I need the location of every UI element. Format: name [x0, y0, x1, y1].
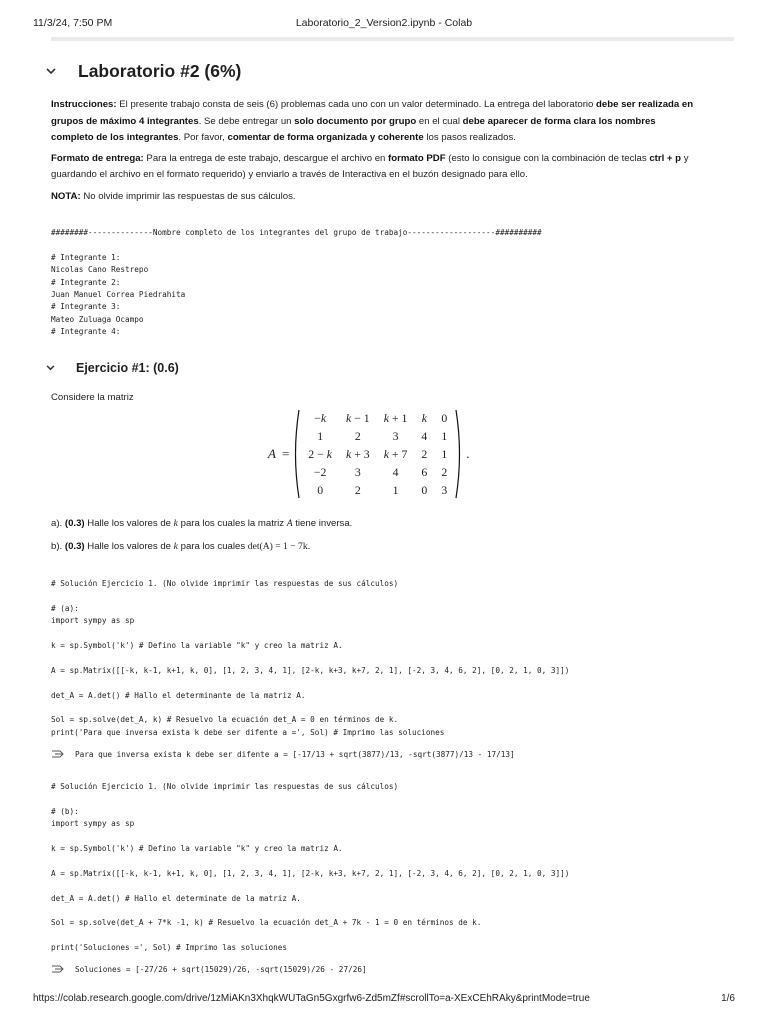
collapse-chevron-icon[interactable]: [46, 68, 64, 75]
print-title: Laboratorio_2_Version2.ipynb - Colab: [295, 17, 473, 29]
output-b-text: Soluciones = [-27/26 + sqrt(15029)/26, -sqrt(15029)/26 - 27/26]: [75, 964, 367, 974]
matrix-cell: 0: [317, 482, 324, 497]
matrix-cell: 6: [421, 464, 428, 479]
footer-url: https://colab.research.google.com/drive/1zMiAKn3XhqkWUTaGn5Gxgrfw6-Zd5mZf#scrollTo=a-XExCEhRAky&printMode=true: [33, 993, 590, 1004]
matrix-cell: 3: [354, 464, 361, 479]
section-heading[interactable]: [51, 56, 241, 86]
matrix-cell: 0: [441, 410, 448, 425]
members-code-cell[interactable]: ########--------------Nombre completo de los integrantes del grupo de trabajo-------------------########## # Integrante 1: Nicolas Cano Restrepo # Integrante 2: Juan Manuel Correa Piedrahita # Integrante 3: Mateo Zuluaga Ocampo # Integrante 4:: [51, 228, 542, 337]
matrix-cell: 1: [441, 428, 448, 443]
matrix-cell: 1: [441, 446, 448, 461]
format-paragraph: Formato de entrega: Para la entrega de este trabajo, descargue el archivo en formato PDF (esto lo consigue con la combinación de teclas ctrl + p y guardando el archivo en el formato requerido) y enviarlo a través de Interactiva en el buzón designado para ello.: [51, 152, 689, 181]
code-cell-b[interactable]: # Solución Ejercicio 1. (No olvide imprimir las respuestas de sus cálculos) # (b): import sympy as sp k = sp.Symbol('k') # Defino la variable "k" y creo la matriz A. A = sp.Matrix([[-k, k-1, k+1, k, 0], [1, 2, 3, 4, 1], [2-k, k+3, k+7, 2, 1], [-2, 3, 4, 6, 2], [0, 2, 1, 0, 3]]) det_A = A.det() # Hallo el determinate de la matriz A. Sol = sp.solve(det_A + 7*k -1, k) # Resuelvo la ecuación det_A + 7k - 1 = 0 en términos de k. print('Soluciones =', Sol) # Imprimo las soluciones: [51, 782, 570, 953]
matrix-cell: 0: [421, 482, 428, 497]
matrix-cell: k − 1: [346, 410, 370, 425]
matrix-label: A: [268, 446, 276, 461]
exercise1-heading[interactable]: [51, 357, 179, 379]
matrix-cell: 4: [392, 464, 399, 479]
format-label: Formato de entrega:: [51, 152, 144, 164]
right-paren-icon: [454, 409, 464, 499]
consider-text: Considere la matriz: [51, 392, 134, 403]
matrix-row: [301, 409, 454, 427]
matrix-cell: −2: [313, 464, 327, 479]
nota-paragraph: NOTA: No olvide imprimir las respuestas de sus cálculos.: [51, 190, 296, 202]
header-rule: [51, 37, 734, 41]
matrix-cell: 3: [441, 482, 448, 497]
matrix-cell: k + 7: [383, 446, 408, 461]
matrix-equals: =: [281, 446, 290, 461]
instructions-label: Instrucciones:: [51, 99, 117, 110]
output-a: [51, 749, 515, 759]
matrix-row: [301, 463, 454, 481]
matrix-cell: 2 − k: [308, 446, 332, 461]
question-b: b). (0.3) Halle los valores de k para los cuales det(A) = 1 − 7k.: [51, 541, 311, 552]
print-header: [33, 17, 735, 33]
page-number: 1/6: [721, 993, 735, 1004]
code-cell-a[interactable]: # Solución Ejercicio 1. (No olvide imprimir las respuestas de sus cálculos) # (a): import sympy as sp k = sp.Symbol('k') # Defino la variable "k" y creo la matriz A. A = sp.Matrix([[-k, k-1, k+1, k, 0], [1, 2, 3, 4, 1], [2-k, k+3, k+7, 2, 1], [-2, 3, 4, 6, 2], [0, 2, 1, 0, 3]]) det_A = A.det() # Hallo el determinante de la matriz A. Sol = sp.solve(det_A, k) # Resuelvo la ecuación det_A = 0 en términos de k. print('Para que inversa exista k debe ser difente a =', Sol) # Imprimo las soluciones: [51, 579, 570, 737]
matrix-cell: 2: [441, 464, 448, 479]
matrix-cell: 4: [421, 428, 428, 443]
matrix-table: [301, 409, 454, 499]
matrix-cell: k: [421, 410, 427, 425]
matrix-cell: k + 1: [383, 410, 408, 425]
matrix-cell: 2: [354, 482, 361, 497]
output-icon[interactable]: [51, 964, 65, 974]
section-title: Laboratorio #2 (6%): [78, 60, 242, 81]
matrix-cell: −k: [314, 410, 327, 425]
matrix-period: .: [466, 446, 470, 461]
matrix-cell: 3: [392, 428, 399, 443]
matrix-cell: 1: [317, 428, 324, 443]
matrix-cell: 1: [392, 482, 399, 497]
matrix-row: [301, 445, 454, 463]
matrix-row: [301, 427, 454, 445]
matrix-cell: 2: [354, 428, 361, 443]
matrix-a: [268, 409, 469, 499]
print-date: 11/3/24, 7:50 PM: [33, 17, 113, 29]
question-a: a). (0.3) Halle los valores de k para los cuales la matriz A tiene inversa.: [51, 518, 353, 529]
exercise1-title: Ejercicio #1: (0.6): [76, 361, 179, 375]
output-b: [51, 964, 367, 974]
matrix-cell: 2: [421, 446, 428, 461]
output-icon[interactable]: [51, 749, 65, 759]
matrix-row: [301, 481, 454, 499]
matrix-cell: k + 3: [346, 446, 370, 461]
intro-markdown: [51, 97, 696, 206]
left-paren-icon: [291, 409, 301, 499]
collapse-chevron-icon[interactable]: [46, 365, 64, 371]
instructions-paragraph: Instrucciones: El presente trabajo consta de seis (6) problemas cada uno con un valor determinado. La entrega del laboratorio debe ser realizada en grupos de máximo 4 integrantes. Se debe entregar un solo documento por grupo en el cual debe aparecer de forma clara los nombres completo de los integrantes. Por favor, comentar de forma organizada y coherente los pasos realizados.: [51, 99, 694, 144]
output-a-text: Para que inversa exista k debe ser difente a = [-17/13 + sqrt(3877)/13, -sqrt(3877)/13 - 17/13]: [75, 749, 515, 759]
nota-label: NOTA:: [51, 190, 81, 202]
